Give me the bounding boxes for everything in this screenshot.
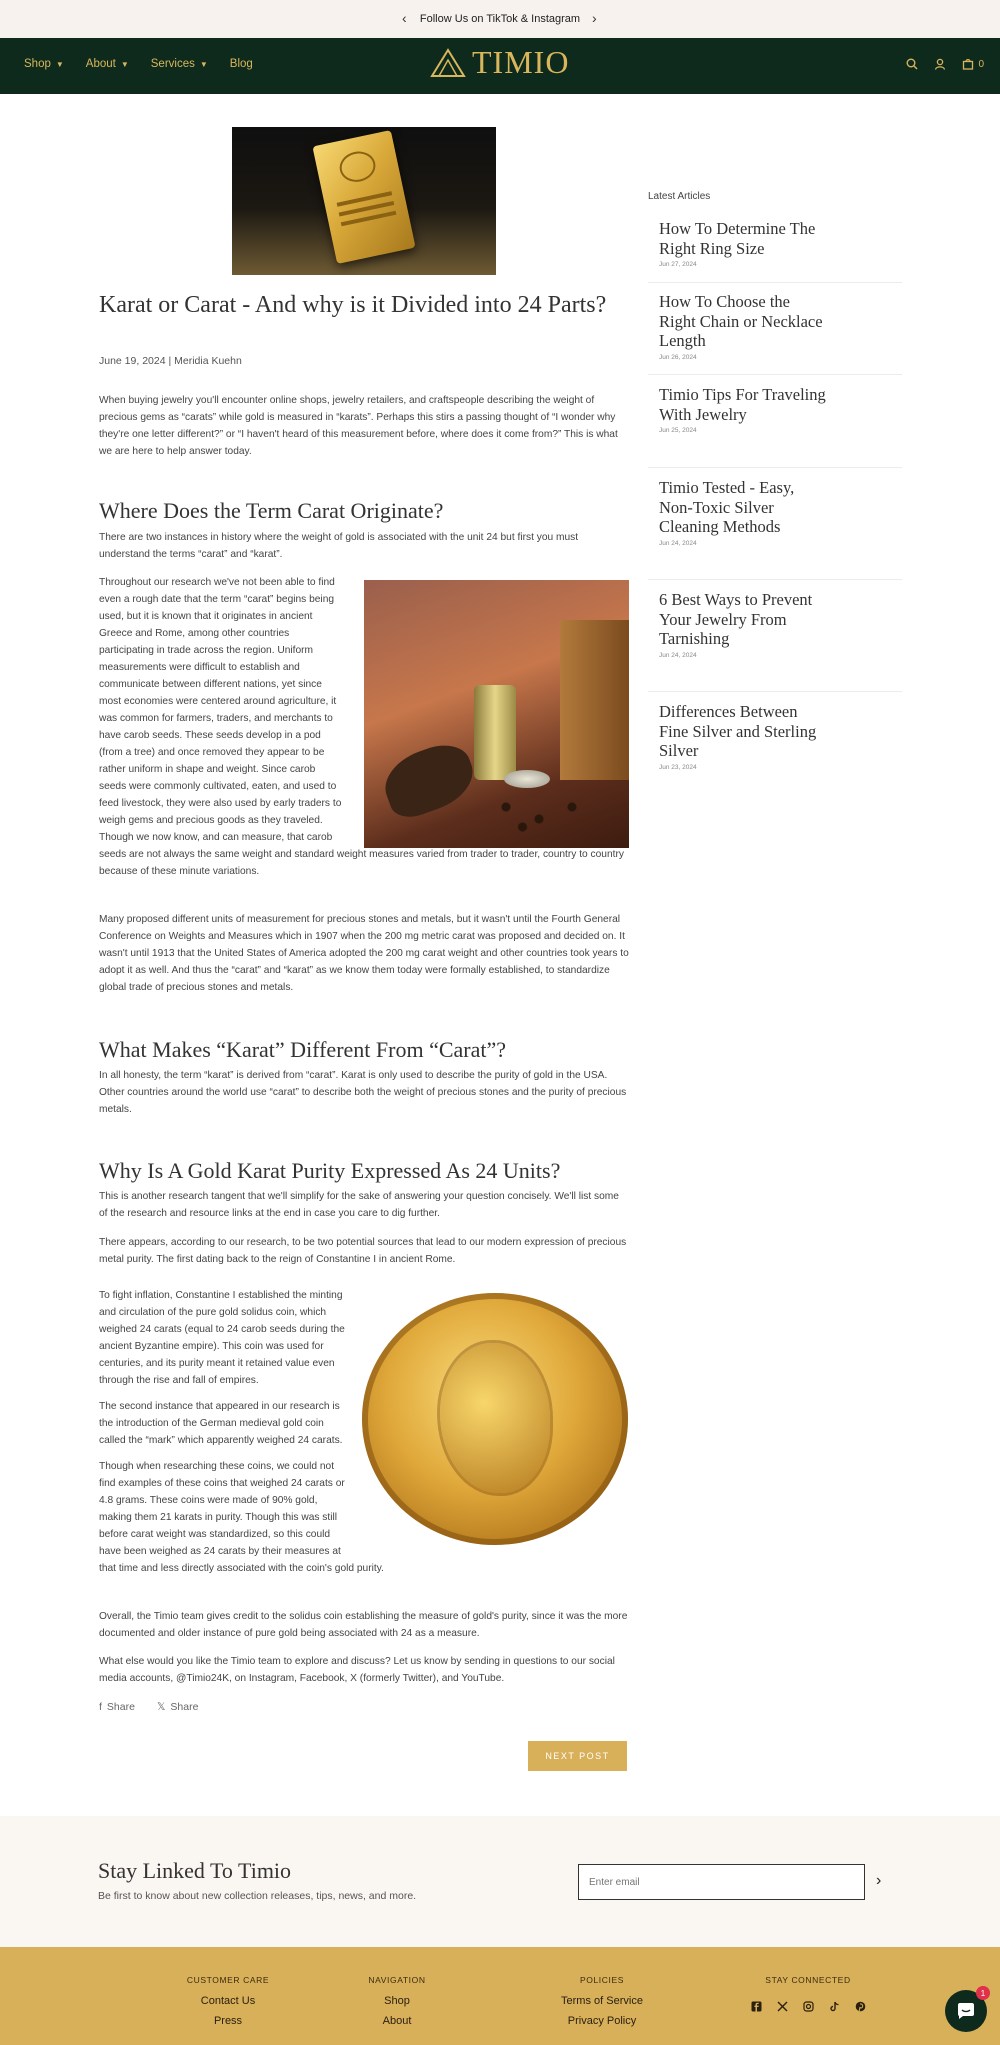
chat-bubble-icon [955,2000,977,2022]
section-3-paragraph-3: To fight inflation, Constantine I established the minting and circulation of the pure gold solidus coin, which weighed 24 carats (equal to 24 carob seeds during the ancient Byzantine empire). This coin was used for centuries, and its purity meant it retained value even through the rise and fall of empires. [99,1290,345,1386]
chevron-down-icon: ▼ [120,59,129,69]
newsletter-section [0,1816,1000,1947]
section-3-paragraph-5: Though when researching these coins, we could not find examples of these coins that weighed 24 carats or 4.8 grams. These coins were made of 90% gold, making them 21 karats in purity. Though this was still before carat weight was standardized, so this could have been weighed as 24 carats by their measures at that time and less directly associated with the coin's gold purity. [99,1461,384,1574]
footer-link-shop[interactable]: Shop [384,1995,410,2007]
article-intro: When buying jewelry you'll encounter online shops, jewelry retailers, and craftspeople describing the weight of precious gems as “carats” while gold is measured in “karats”. Perhaps this stirs a passing thought of “I wonder why they're one letter different?” or “I haven't heard of this measurement before, where does it come from?” This is what we are here to help answer today. [99,395,618,457]
footer-link-about[interactable]: About [382,2015,412,2027]
latest-article-date: Jun 27, 2024 [659,261,697,268]
latest-article-item[interactable] [648,702,902,782]
chevron-right-icon[interactable]: › [592,10,597,26]
carob-seeds-shape [484,795,594,835]
nav-services-label: Services [150,58,195,70]
gold-bar-shape [312,130,415,264]
footer-heading: POLICIES [579,1975,624,1985]
hero-gold-bar-image [232,127,496,275]
section-1-paragraph-2: Throughout our research we've not been able to find even a rough date that the term “carat” begins being used, but it is known that it originates in ancient Greece and Rome, among other countries participating in trade across the region. Uniform measurements were difficult to establish and communicate between different nations, yet since most economies were centered around agriculture, it was common for farmers, traders, and merchants to have carob seeds. These seeds develop in a pod (from a tree) and once removed they appear to be rather uniform in shape and weight. Since carob seeds were commonly cultivated, eaten, and used to feed livestock, they were also used by early traders to weigh gems and precious goods as they traveled. Though we now know, and can measure, that carob seeds are not always the same weight and standard weight measures varied from trader to trader, country to country because of these minute variations. [99,577,624,877]
footer-heading: NAVIGATION [368,1975,426,1985]
footer-link-press[interactable]: Press [213,2015,243,2027]
facebook-icon: f [99,1701,102,1713]
latest-article-title: Differences Between Fine Silver and Sterling Silver [659,702,817,760]
instagram-icon[interactable] [803,2001,814,2012]
latest-article-item[interactable] [648,292,902,375]
footer-policies [512,1975,692,2027]
search-icon[interactable] [906,58,918,70]
cart-count: 0 [978,58,984,70]
logo-text: TIMIO [472,44,570,80]
section-1-paragraph-3: Many proposed different units of measurement for precious stones and metals, but it wasn't until the Fourth General Conference on Weights and Measures which in 1907 when the 200 mg metric carat was proposed and decided on. It wasn't until 1913 that the United States of America adopted the 200 mg carat weight and other countries took years to adopt it as well. And thus the “carat” and “karat” as we know them today were formally established, to standardize global trade of precious stones and metals. [99,914,629,993]
account-icon[interactable] [934,58,946,70]
footer-stay-connected [718,1975,898,2012]
latest-articles-heading: Latest Articles [648,191,711,202]
facebook-icon[interactable] [751,2001,762,2012]
share-facebook-label: Share [106,1701,135,1713]
latest-article-item[interactable] [648,385,902,468]
nav-shop-label: Shop [24,58,51,70]
x-icon[interactable] [777,2001,788,2012]
footer-navigation [307,1975,487,2027]
chevron-left-icon[interactable]: ‹ [402,10,407,26]
brass-cylinder-shape [474,685,516,780]
gold-bar-emblem [337,148,378,185]
carob-pod-shape [376,736,481,823]
pinterest-icon[interactable] [855,2001,866,2012]
scale-and-carob-seeds-image [364,580,629,848]
latest-article-date: Jun 24, 2024 [659,651,697,659]
chat-notification-badge: 1 [976,1986,990,2000]
latest-article-title: 6 Best Ways to Prevent Your Jewelry From Tarnishing [659,590,813,648]
share-x-label: Share [170,1701,199,1713]
footer-link-contact-us[interactable]: Contact Us [200,1995,256,2007]
latest-article-title: Timio Tips For Traveling With Jewelry [659,385,826,424]
weights-box-shape [560,620,629,780]
nav-about-label: About [85,58,116,70]
section-3-paragraph-6: Overall, the Timio team gives credit to the solidus coin establishing the measure of gold's purity, since it was the more documented and older instance of pure gold being associated with 24 as a measure. [99,1611,628,1639]
social-icons [718,2001,898,2012]
announcement-text[interactable]: Follow Us on TikTok & Instagram [419,13,581,25]
latest-article-date: Jun 23, 2024 [659,763,697,771]
nav-shop[interactable] [24,58,64,70]
site-logo[interactable] [430,44,569,81]
nav-about[interactable] [86,58,129,70]
footer-heading: STAY CONNECTED [765,1975,851,1985]
coin-portrait-shape [440,1343,550,1493]
header-actions [906,58,984,70]
newsletter-subtitle: Be first to know about new collection releases, tips, news, and more. [98,1890,417,1902]
section-1-paragraph-1: There are two instances in history where the weight of gold is associated with the unit 24 but first you must understand the terms “carat” and “karat”. [99,532,579,560]
article-meta: June 19, 2024 | Meridia Kuehn [99,355,242,367]
chevron-down-icon: ▼ [199,59,208,69]
latest-article-item[interactable] [648,478,902,580]
latest-article-item[interactable] [648,219,902,283]
share-x[interactable] [157,1701,199,1713]
gold-solidus-coin-image [362,1293,628,1545]
site-footer [0,1947,1000,2045]
announcement-bar [0,0,1000,38]
section-3-paragraph-4: The second instance that appeared in our research is the introduction of the German medieval gold coin called the “mark” which apparently weighed 24 carats. [99,1401,343,1446]
site-header [0,38,1000,94]
section-heading-karat-vs-carat: What Makes “Karat” Different From “Carat”? [99,1037,507,1062]
section-heading-24-units: Why Is A Gold Karat Purity Expressed As 24 Units? [99,1158,561,1183]
section-3-paragraph-7: What else would you like the Timio team to explore and discuss? Let us know by sending in questions to our social media accounts, @Timio24K, on Instagram, Facebook, X (formerly Twitter), and YouTube. [99,1656,615,1684]
gold-bar-engraving [337,191,393,207]
nav-blog-label: Blog [229,58,253,70]
latest-article-date: Jun 26, 2024 [659,353,697,361]
tiktok-icon[interactable] [829,2001,840,2012]
latest-article-item[interactable] [648,590,902,692]
chevron-down-icon: ▼ [55,59,64,69]
share-links [99,1701,198,1713]
scale-pan-shape [504,770,550,788]
section-2-paragraph-1: In all honesty, the term “karat” is derived from “carat”. Karat is only used to describe the purity of gold in the USA. Other countries around the world use “carat” to describe both the weight of precious stones and the purity of precious metals. [99,1070,627,1115]
main-nav [24,58,253,70]
submit-arrow-icon[interactable]: › [876,1872,882,1889]
footer-link-terms[interactable]: Terms of Service [561,1995,643,2007]
logo-triangle-icon [430,48,466,78]
email-input[interactable] [578,1864,865,1900]
article-title: Karat or Carat - And why is it Divided into 24 Parts? [99,292,607,318]
nav-blog[interactable] [230,58,253,70]
x-icon: 𝕏 [156,1701,166,1713]
latest-article-title: Timio Tested - Easy, Non-Toxic Silver Cleaning Methods [659,478,795,536]
footer-link-privacy[interactable]: Privacy Policy [567,2015,637,2027]
cart-icon [962,58,974,70]
latest-article-title: How To Choose the Right Chain or Necklace Length [659,292,823,350]
section-3-paragraph-2: There appears, according to our research, to be two potential sources that lead to our modern expression of precious metal purity. The first dating back to the reign of Constantine I in ancient Rome. [99,1237,627,1265]
latest-article-date: Jun 24, 2024 [659,539,697,547]
section-heading-carat-origin: Where Does the Term Carat Originate? [99,498,444,523]
footer-customer-care [138,1975,318,2027]
section-3-paragraph-1: This is another research tangent that we'll simplify for the sake of answering your question concisely. We'll list some of the research and resource links at the end in case you care to dig further. [99,1191,619,1219]
cart-button[interactable] [962,58,984,70]
latest-article-date: Jun 25, 2024 [659,427,697,434]
next-post-button[interactable]: NEXT POST [528,1741,627,1771]
footer-heading: CUSTOMER CARE [186,1975,270,1985]
nav-services[interactable] [151,58,208,70]
latest-article-title: How To Determine The Right Ring Size [659,219,816,258]
newsletter-title: Stay Linked To Timio [98,1858,292,1883]
share-facebook[interactable] [99,1701,135,1713]
